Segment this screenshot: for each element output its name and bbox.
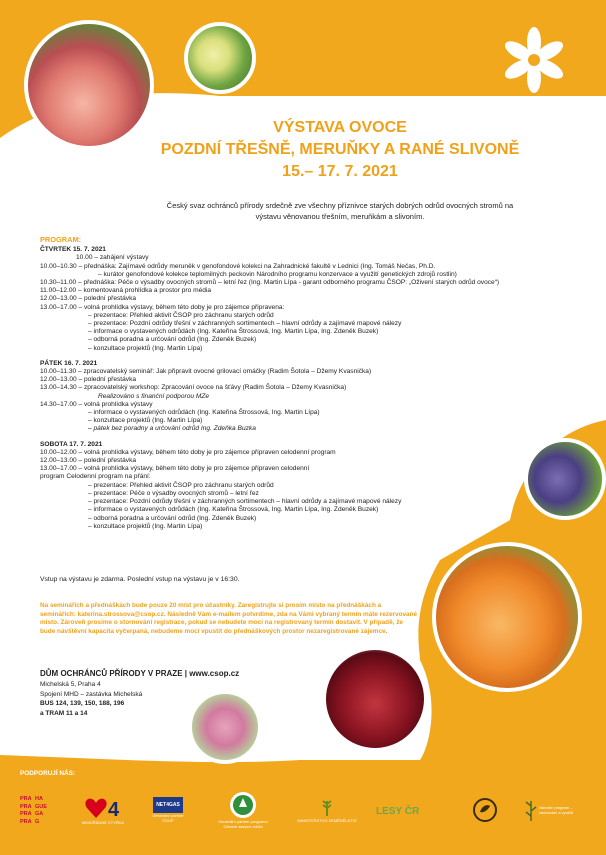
partner-caption: Generální partner programu Oživení starých odrůd — [218, 819, 268, 829]
praha-text: G — [35, 818, 40, 825]
national-program-caption: Národní program – zachování a využití — [539, 805, 574, 815]
venue-transport-1: Spojení MHD – zastávka Michelská — [40, 690, 143, 698]
plant-icon — [523, 798, 539, 822]
venue-address: Michelská 5, Praha 4 — [40, 681, 101, 688]
plum-photo-green — [184, 22, 256, 94]
apricot-photo — [432, 542, 582, 692]
program-line: 12.00–13.00 – polední přestávka — [40, 295, 137, 303]
program-line: Realizováno s finanční podporou MZe — [98, 392, 210, 400]
praha-text: HA — [35, 796, 43, 802]
program-line: – odborná poradna a určování odrůd (Ing. Zdeněk Buzek) — [88, 336, 257, 344]
intro-text: Český svaz ochránců přírody srdečně zve všechny příznivce starých dobrých odrůd ovocných stromů na výstavu věnovanou třešním, meruňkám a slivoním. — [166, 201, 514, 221]
program-line: – konzultace projektů (Ing. Martin Lípa) — [88, 417, 203, 425]
registration-notice: Na seminářích a přednáškách bude pouze 20 míst pro účastníky. Zaregistrujte si prosím místo na přednáškách a seminářích: katerina.strossova@csop.cz. Následně Vám e-mailem potvrdíme, zda na Vámi vybraný termín máte rezervované místo. Zároveň prosíme o stornování registrace, pokud se nebudete moci na registrovaný termín dostavit. V případě, že bude návštěvní kapacita vyčerpaná, nebudeme moci vpustit do přednáškových prostor nezaregistrované zájemce. — [40, 602, 418, 635]
praha-text: GUE — [35, 803, 47, 810]
cherry-photo — [322, 646, 428, 752]
mze-logo — [292, 790, 362, 830]
title-line-1: VÝSTAVA OVOCE — [273, 119, 407, 136]
supporters-label: PODPORUJÍ NÁS: — [20, 770, 76, 777]
bio-logo — [470, 790, 500, 830]
lesycr-logo: LESY ČR — [376, 806, 420, 817]
national-program-logo — [518, 790, 590, 830]
prague4-caption: MIMOŘÁDNÉ ČTYŘKA — [81, 819, 125, 825]
title-line-3: 15.– 17. 7. 2021 — [282, 163, 398, 180]
program-line: 13.00–17.00 – volná prohlídka výstavy, během této doby je pro zájemce připraven celodenní — [40, 465, 310, 473]
wheat-icon — [317, 798, 337, 818]
program-line: – informace o vystavených odrůdách (Ing. Kateřina Štrossová, Ing. Martin Lípa, Ing. Zdeněk Buzek) — [88, 328, 379, 336]
program-line: 10.00–12.00 – volná prohlídka výstavy, během této doby je pro zájemce připraven celodenní program — [40, 448, 336, 456]
blue-plum-photo — [524, 438, 606, 520]
entry-info: Vstup na výstavu je zdarma. Poslední vstup na výstavu je v 16:30. — [40, 576, 240, 583]
program-line: – informace o vystavených odrůdách (Ing. Kateřina Štrossová, Ing. Martin Lípa, Ing. Zdeněk Buzek) — [88, 506, 379, 514]
program-line: – pátek bez poradny a určování odrůd Ing. Zdeňka Buzka — [88, 425, 256, 433]
mze-caption: MINISTERSTVO ZEMĚDĚLSTVÍ — [297, 817, 357, 823]
prague4-logo — [80, 790, 126, 830]
title-line-2: POZDNÍ TŘEŠNĚ, MERUŇKY A RANÉ SLIVONĚ — [160, 141, 520, 158]
csop-logo — [482, 8, 594, 120]
praha-logo — [20, 796, 50, 826]
venue-info — [40, 668, 300, 718]
program-line: – prezentace: Pozdní odrůdy třešní v záchranných sortimentech – hlavní odrůdy a zajímavé mapové nálezy — [88, 498, 402, 506]
program-line: – prezentace: Přehled aktivit ČSOP pro záchranu starých odrůd — [88, 311, 274, 319]
program-line: 14.30–17.00 – volná prohlídka výstavy — [40, 400, 153, 408]
venue-transport-2: BUS 124, 139, 150, 188, 196 — [40, 700, 125, 707]
venue-title: DŮM OCHRÁNCŮ PŘÍRODY V PRAZE | www.csop.cz — [40, 669, 240, 678]
seal-icon — [229, 791, 257, 819]
program-line: 10.00–11.30 – zpracovatelský seminář: Jak připravit ovocné grilovací omáčky (Radim Šotola – Džemy Kvasnička) — [40, 368, 372, 376]
program — [40, 236, 510, 531]
program-line: 12.00–13.00 – polední přestávka — [40, 457, 137, 465]
program-line: 12.00–13.00 – polední přestávka — [40, 376, 137, 384]
program-line: – konzultace projektů (Ing. Martin Lípa) — [88, 344, 203, 352]
program-line: program Celodenní program na přání: — [40, 473, 151, 481]
program-line: 11.00–12.00 – komentovaná prohlídka a prostor pro média — [40, 287, 212, 295]
program-heading: PROGRAM: — [40, 235, 82, 244]
praha-text: PRA — [20, 811, 32, 817]
program-line: – kurátor genofondové kolekce teplomilných peckovin Národního programu konzervace a využití genetických zdrojů rostlin) — [98, 270, 457, 278]
net4gas-badge: NET4GAS — [153, 797, 183, 813]
praha-text: PRA — [20, 803, 32, 810]
day-friday: PÁTEK 16. 7. 2021 — [40, 359, 98, 367]
program-line: 10.00–10.30 – přednáška: Zajímavé odrůdy meruněk v genofondové kolekci na Zahradnické fakultě v Lednici (Ing. Tomáš Nečas, Ph.D. — [40, 262, 436, 270]
day-thursday: ČTVRTEK 15. 7. 2021 — [40, 246, 106, 254]
praha-text: PRA — [20, 818, 32, 825]
day-saturday: SOBOTA 17. 7. 2021 — [40, 440, 103, 448]
program-line: – prezentace: Péče o výsadby ovocných stromů – letní řez — [88, 489, 259, 497]
program-line: – informace o vystavených odrůdách (Ing. Kateřina Štrossová, Ing. Martin Lípa) — [88, 409, 320, 417]
program-line: – konzultace projektů (Ing. Martin Lípa) — [88, 522, 203, 530]
program-line: – odborná poradna a určování odrůd (Ing. Zdeněk Buzek) — [88, 514, 257, 522]
program-line: 10.00 – zahájení výstavy — [76, 254, 149, 262]
program-line: 13.00–17.00 – volná prohlídka výstavy, během této doby je pro zájemce připravena: — [40, 303, 285, 311]
program-line: – prezentace: Přehled aktivit ČSOP pro záchranu starých odrůd — [88, 481, 274, 489]
net4gas-logo — [148, 790, 188, 830]
program-line: 13.00–14.30 – zpracovatelský workshop: Zpracování ovoce na šťávy (Radim Šotola – Džemy Kvasnička) — [40, 384, 347, 392]
praha-text: GA — [35, 811, 44, 817]
venue-transport-3: a TRAM 11 a 14 — [40, 709, 88, 717]
peach-photo — [24, 20, 154, 150]
praha-text: PRA — [20, 796, 32, 802]
leaf-circle-icon — [472, 797, 498, 823]
heart-four-icon — [84, 796, 122, 820]
program-line: – prezentace: Pozdní odrůdy třešní v záchranných sortimentech – hlavní odrůdy a zajímavé mapové nálezy — [88, 320, 402, 328]
program-line: 10.30–11.00 – přednáška: Péče o výsadby ovocných stromů – letní řez (Ing. Martin Lípa - garant odborného programu ČSOP: „Oživení starých odrůd ovoce“) — [40, 279, 500, 287]
svg-text:4: 4 — [108, 798, 120, 820]
net4gas-caption: Generální partner ČSOP — [152, 813, 184, 823]
partner-logo — [218, 790, 268, 830]
